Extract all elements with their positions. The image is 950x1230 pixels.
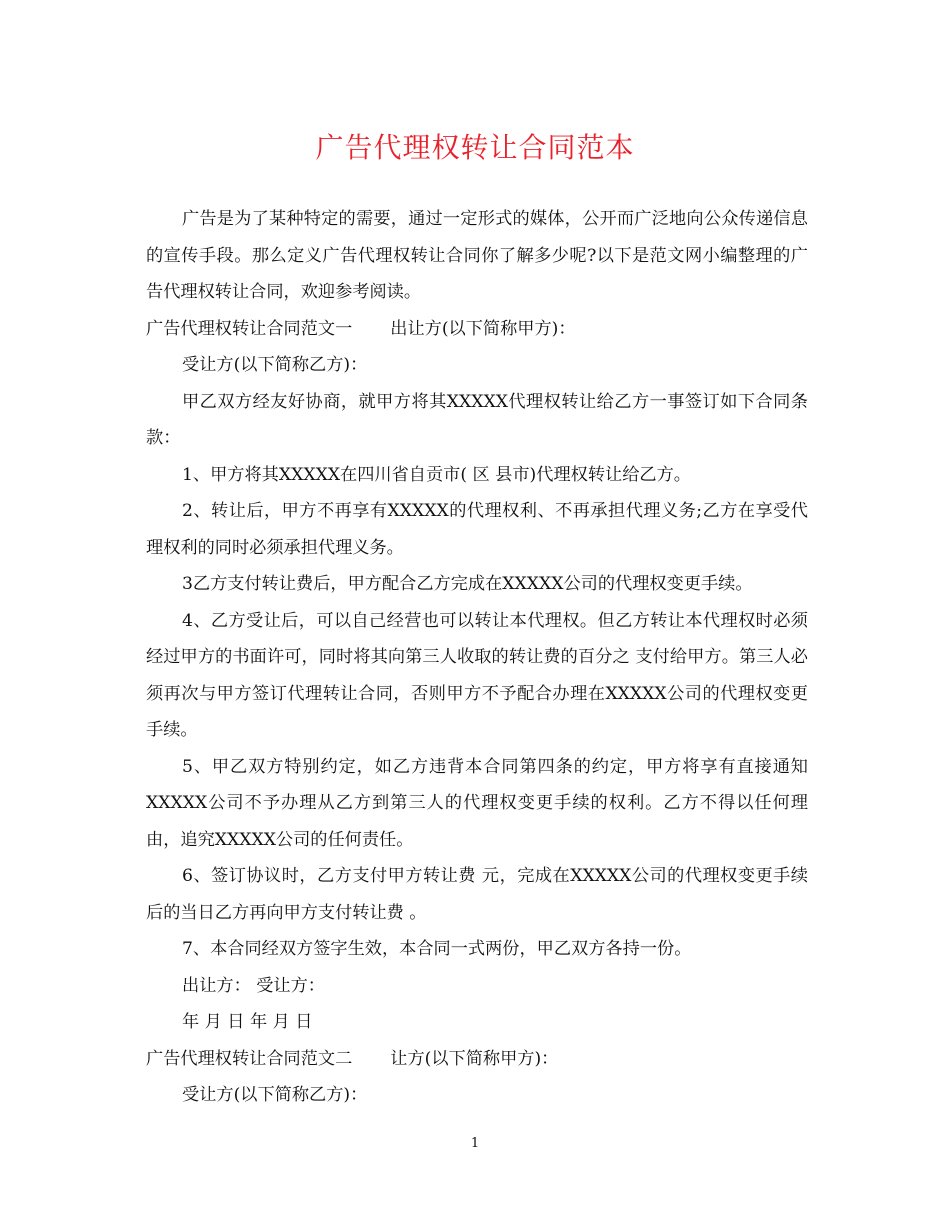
sample2-transferor: 让方(以下简称甲方)： [390,1048,559,1069]
sample2-transferee: 受让方(以下简称乙方)： [182,1085,368,1105]
clause-5: 5、甲乙双方特别约定，如乙方违背本合同第四条的约定，甲方将享有直接通知XXXXX公司不予办理从乙方到第三人的代理权变更手续的权利。乙方不得以任何理由，追究XXXXX公司的任何责任。 [146,756,808,850]
signature-line: 出让方： 受让方： [182,975,325,996]
clause-1: 1、甲方将其XXXXX在四川省自贡市( 区 县市)代理权转让给乙方。 [182,464,691,485]
date-line: 年 月 日 年 月 日 [182,1012,313,1032]
clause-4: 4、乙方受让后，可以自己经营也可以转让本代理权。但乙方转让本代理权时必须经过甲方的书面许可，同时将其向第三人收取的转让费的百分之 支付给甲方。第三人必须再次与甲方签订代理转让合同，否则甲方不予配合办理在XXXXX公司的代理权变更手续。 [146,610,808,740]
clause-6: 6、签订协议时，乙方支付甲方转让费 元，完成在XXXXX公司的代理权变更手续后的当日乙方再向甲方支付转让费 。 [146,866,808,923]
sample1-heading: 广告代理权转让合同范文一 [146,318,353,339]
clause-7: 7、本合同经双方签字生效，本合同一式两份，甲乙双方各持一份。 [182,939,692,959]
sample1-transferor: 出让方(以下简称甲方)： [390,318,576,339]
document-body [146,201,808,1114]
sample2-heading-line [146,1041,808,1078]
intro-paragraph: 广告是为了某种特定的需要，通过一定形式的媒体，公开而广泛地向公众传递信息的宣传手段。那么定义广告代理权转让合同你了解多少呢?以下是范文网小编整理的广告代理权转让合同，欢迎参考阅读。 [146,209,808,302]
clause-2: 2、转让后，甲方不再享有XXXXX的代理权利、不再承担代理义务;乙方在享受代理权利的同时必须承担代理义务。 [146,501,808,558]
sample2-heading: 广告代理权转让合同范文二 [146,1048,353,1069]
clause-3: 3乙方支付转让费后，甲方配合乙方完成在XXXXX公司的代理权变更手续。 [182,574,753,594]
sample1-transferee: 受让方(以下简称乙方)： [182,355,368,375]
sample1-preamble: 甲乙双方经友好协商，就甲方将其XXXXX代理权转让给乙方一事签订如下合同条款： [146,391,808,448]
page-number: 1 [470,1136,480,1151]
document-title: 广告代理权转让合同范本 [315,131,635,164]
sample1-heading-line [146,311,808,348]
